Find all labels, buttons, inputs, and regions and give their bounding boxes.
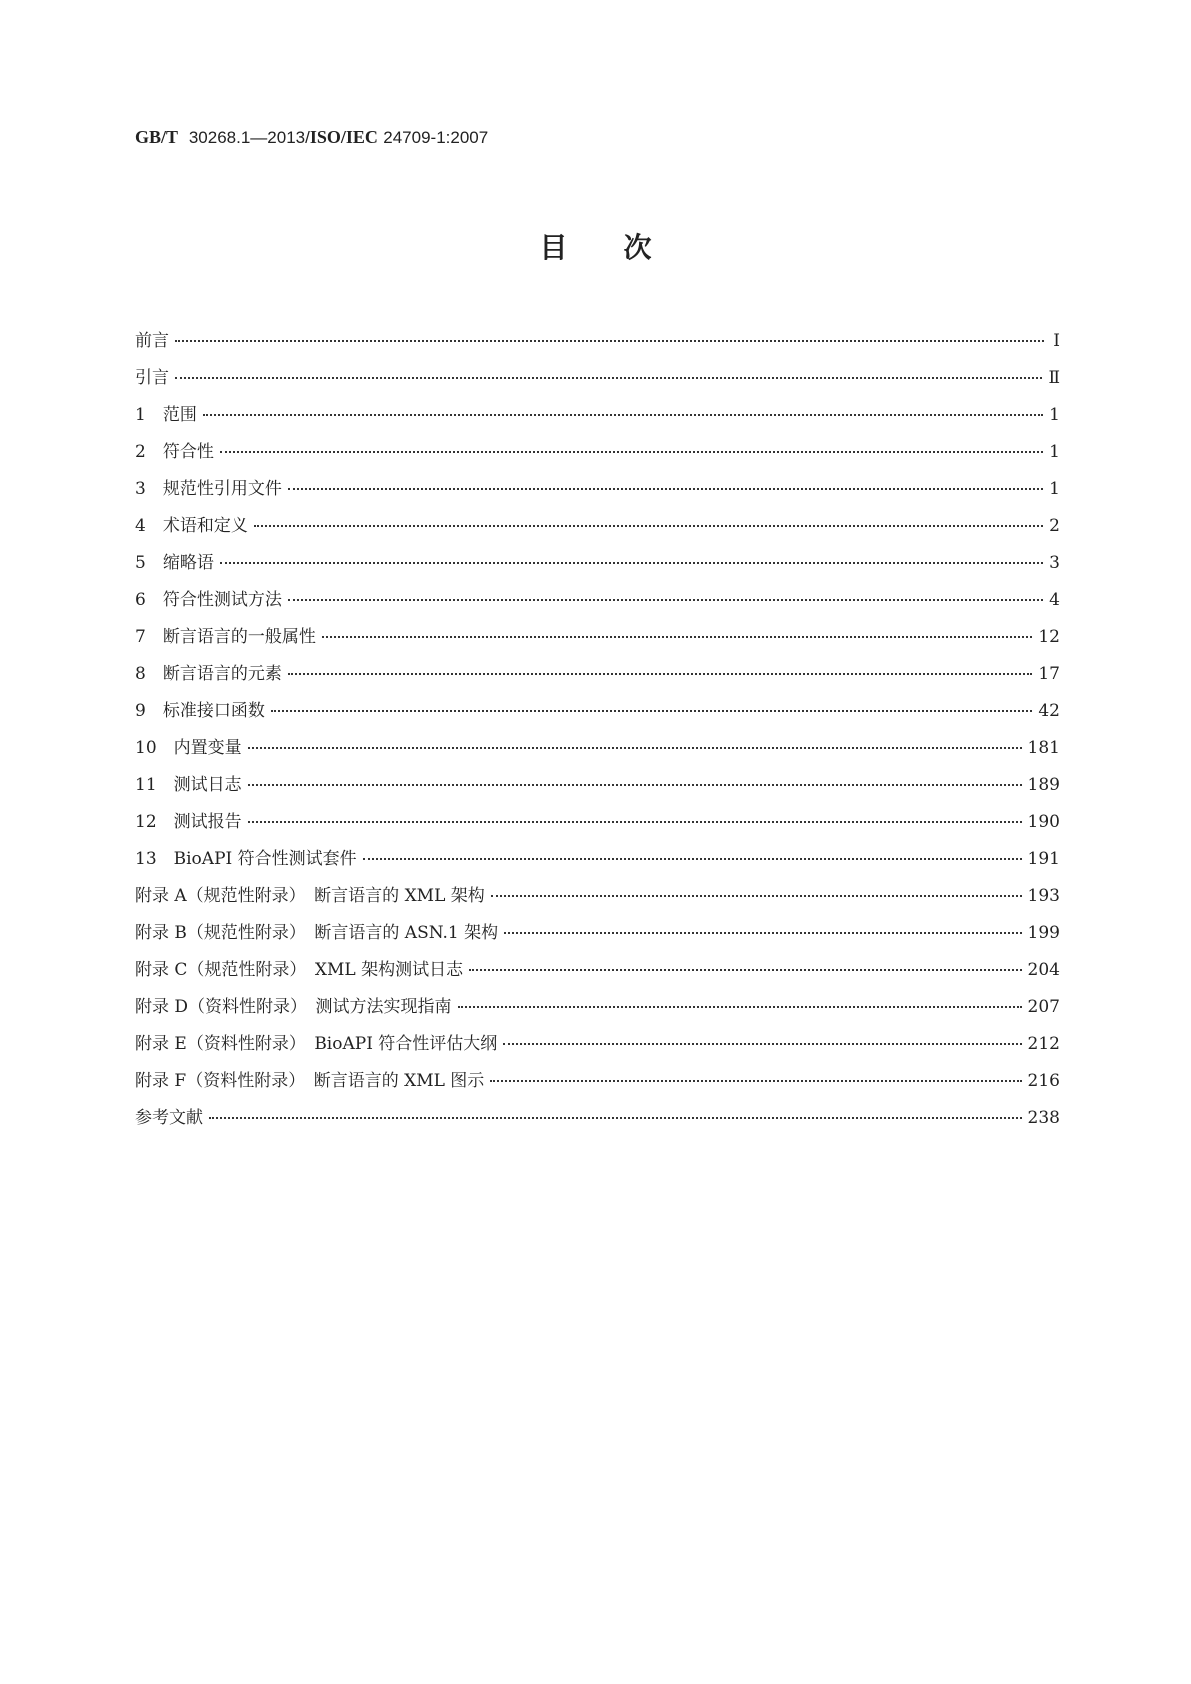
table-of-contents	[135, 326, 1060, 1140]
toc-entry-label: 引言	[135, 368, 169, 388]
toc-entry[interactable]	[135, 770, 1060, 807]
toc-entry-page: 238	[1027, 1108, 1060, 1128]
dot-leader	[248, 821, 1022, 823]
toc-entry-label: 前言	[135, 331, 169, 351]
toc-entry-page: 42	[1038, 701, 1060, 721]
toc-entry-page: 212	[1027, 1034, 1060, 1054]
toc-entry-label: 13 BioAPI 符合性测试套件	[135, 849, 357, 869]
toc-entry-page: 193	[1027, 886, 1060, 906]
toc-entry-label: 11 测试日志	[135, 775, 242, 795]
page-title: 目次	[539, 231, 708, 264]
toc-entry-label: 10 内置变量	[135, 738, 242, 758]
toc-entry-label: 7 断言语言的一般属性	[135, 627, 316, 647]
toc-entry-label: 附录 A（规范性附录） 断言语言的 XML 架构	[135, 886, 485, 906]
toc-entry-label: 8 断言语言的元素	[135, 664, 282, 684]
toc-entry[interactable]	[135, 659, 1060, 696]
std-number: 30268.1—2013/	[188, 128, 310, 147]
toc-entry[interactable]	[135, 400, 1060, 437]
toc-entry[interactable]	[135, 844, 1060, 881]
toc-entry-page: 17	[1038, 664, 1060, 684]
toc-entry[interactable]	[135, 363, 1060, 400]
dot-leader	[504, 932, 1021, 934]
toc-entry-label: 9 标准接口函数	[135, 701, 265, 721]
toc-entry[interactable]	[135, 1066, 1060, 1103]
dot-leader	[203, 414, 1043, 416]
dot-leader	[288, 488, 1043, 490]
toc-entry[interactable]	[135, 622, 1060, 659]
toc-entry-page: 190	[1027, 812, 1060, 832]
toc-entry-page: 207	[1027, 997, 1060, 1017]
iso-prefix: ISO/IEC	[309, 127, 378, 147]
toc-entry[interactable]	[135, 474, 1060, 511]
toc-entry-label: 5 缩略语	[135, 553, 214, 573]
std-prefix: GB/T	[135, 127, 179, 147]
toc-entry-page: 181	[1027, 738, 1060, 758]
toc-entry[interactable]	[135, 437, 1060, 474]
toc-entry-page: 1	[1049, 405, 1060, 425]
dot-leader	[490, 1080, 1021, 1082]
toc-entry[interactable]	[135, 548, 1060, 585]
dot-leader	[363, 858, 1022, 860]
toc-entry-page: 204	[1027, 960, 1060, 980]
toc-entry-label: 附录 B（规范性附录） 断言语言的 ASN.1 架构	[135, 923, 499, 943]
toc-entry-page: 189	[1027, 775, 1060, 795]
toc-entry-page: 12	[1038, 627, 1060, 647]
dot-leader	[288, 599, 1043, 601]
toc-entry[interactable]	[135, 1029, 1060, 1066]
toc-entry-label: 附录 D（资料性附录） 测试方法实现指南	[135, 997, 452, 1017]
toc-entry-label: 4 术语和定义	[135, 516, 248, 536]
toc-entry[interactable]	[135, 1103, 1060, 1140]
toc-entry[interactable]	[135, 807, 1060, 844]
toc-entry[interactable]	[135, 955, 1060, 992]
dot-leader	[220, 451, 1043, 453]
toc-entry-page: 1	[1049, 442, 1060, 462]
toc-entry[interactable]	[135, 511, 1060, 548]
toc-entry[interactable]	[135, 585, 1060, 622]
toc-entry-page: 2	[1049, 516, 1060, 536]
toc-entry-label: 1 范围	[135, 405, 197, 425]
toc-entry-label: 附录 E（资料性附录） BioAPI 符合性评估大纲	[135, 1034, 498, 1054]
toc-entry-label: 附录 C（规范性附录） XML 架构测试日志	[135, 960, 464, 980]
toc-entry-label: 参考文献	[135, 1108, 203, 1128]
toc-entry-page: 4	[1049, 590, 1060, 610]
dot-leader	[469, 969, 1021, 971]
toc-entry-page: 3	[1049, 553, 1060, 573]
toc-entry[interactable]	[135, 326, 1060, 363]
dot-leader	[491, 895, 1022, 897]
dot-leader	[322, 636, 1033, 638]
toc-entry[interactable]	[135, 992, 1060, 1029]
toc-entry-label: 附录 F（资料性附录） 断言语言的 XML 图示	[135, 1071, 485, 1091]
toc-entry[interactable]	[135, 881, 1060, 918]
dot-leader	[209, 1117, 1022, 1119]
toc-entry-page: 191	[1027, 849, 1060, 869]
dot-leader	[175, 377, 1042, 379]
toc-entry-page: Ⅰ	[1053, 331, 1060, 351]
toc-entry-page: 1	[1049, 479, 1060, 499]
toc-entry-label: 6 符合性测试方法	[135, 590, 282, 610]
toc-entry-label: 3 规范性引用文件	[135, 479, 282, 499]
dot-leader	[248, 784, 1022, 786]
toc-entry-page: 199	[1027, 923, 1060, 943]
dot-leader	[220, 562, 1043, 564]
dot-leader	[254, 525, 1043, 527]
dot-leader	[271, 710, 1033, 712]
toc-entry-page: 216	[1027, 1071, 1060, 1091]
toc-entry[interactable]	[135, 696, 1060, 733]
toc-entry[interactable]	[135, 733, 1060, 770]
standard-number	[135, 127, 488, 148]
toc-entry-label: 12 测试报告	[135, 812, 242, 832]
iso-number: 24709-1:2007	[383, 128, 489, 147]
dot-leader	[458, 1006, 1022, 1008]
dot-leader	[248, 747, 1022, 749]
dot-leader	[175, 340, 1044, 342]
dot-leader	[503, 1043, 1021, 1045]
toc-entry[interactable]	[135, 918, 1060, 955]
toc-entry-page: Ⅱ	[1048, 368, 1060, 388]
toc-entry-label: 2 符合性	[135, 442, 214, 462]
dot-leader	[288, 673, 1033, 675]
